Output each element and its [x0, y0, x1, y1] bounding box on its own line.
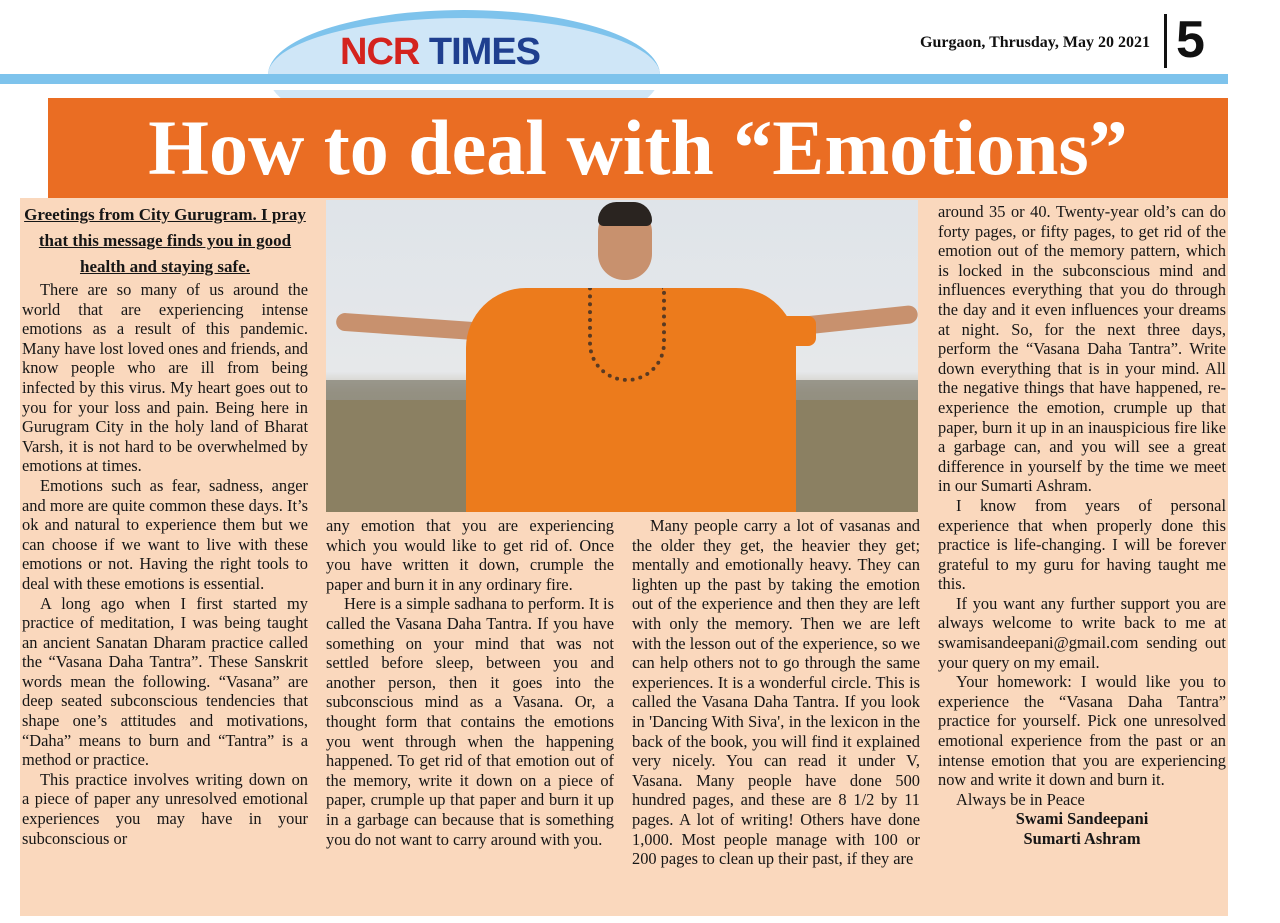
logo-ncr: NCR [340, 31, 420, 73]
paragraph: I know from years of personal experience that when properly done this practice is life-changing. I will be forever grateful to my guru for having taught me this. [938, 495, 1226, 594]
article-column-2 [326, 516, 614, 849]
paragraph: Your homework: I would like you to experience the “Vasana Daha Tantra” practice for yourself. Pick one unresolved emotional experience from the past or an intense emotion that you are experiencing now and write it down and burn it. [938, 672, 1226, 790]
greeting: Greetings from City Gurugram. I pray that this message finds you in good health and staying safe. [24, 205, 306, 276]
article-column-4 [938, 202, 1226, 849]
dateline: Gurgaon, Thrusday, May 20 2021 [920, 34, 1150, 51]
signature-place: Sumarti Ashram [1023, 829, 1141, 848]
paragraph: Always be in Peace [956, 789, 1085, 809]
article-column-3 [632, 516, 920, 869]
article-photo [326, 200, 918, 512]
paragraph: Here is a simple sadhana to perform. It is called the Vasana Daha Tantra. If you have something on your mind that was not settled before sleep, between you and another person, then it goes into the subconscious mind as a Vasana. Or, a thought form that contains the emotions you went through when the happening happened. To get rid of that emotion out of the memory, write it down on a piece of paper, crumple up that paper and burn it up in a garbage can because that is something you do not want to carry around with you. [326, 594, 614, 849]
paragraph: around 35 or 40. Twenty-year old’s can do forty pages, or fifty pages, to get rid of the emotion out of the memory pattern, which is locked in the subconscious mind and influences everything that you do through the day and it even influences your dreams at night. So, for the next three days, perform the “Vasana Daha Tantra”. Write down everything that is in your mind. All the negative things that have happened, re- experience the emotion, crumple up that paper, burn it up in an inauspicious fire like a garbage can, and you will see a great difference in yourself by the time we meet in our Sumarti Ashram. [938, 202, 1226, 496]
masthead [0, 0, 1280, 90]
paragraph: Many people carry a lot of vasanas and the older they get, the heavier they get; mentally and emotionally heavy. They can lighten up the past by taking the emotion out of the experience and then they are left with only the memory. Then we are left with the lesson out of the experience, so we can help others not to go through the same experiences. It is a wonderful circle. This is called the Vasana Daha Tantra. If you look in 'Dancing With Siva', in the lexicon in the back of the book, you will find it explained very nicely. You can read it under V, Vasana. Many people have done 500 hundred pages, and these are 8 1/2 by 11 pages. A lot of writing! Others have done 1,000. Most people manage with 100 or 200 pages to clean up their past, if they are [632, 516, 920, 869]
signature-name: Swami Sandeepani [1015, 809, 1149, 829]
paragraph: Emotions such as fear, sadness, anger and more are quite common these days. It’s ok and natural to experience them but we can choose if we want to live with these emotions or not. Having the right tools to deal with these emotions is essential. [22, 475, 308, 593]
page-divider [1164, 14, 1167, 68]
paragraph: A long ago when I first started my practice of meditation, I was being taught an ancient Sanatan Dharam practice called the “Vasana Daha Tantra”. These Sanskrit words mean the following. “Vasana” are deep seated subconscious tendencies that shape one’s attitudes and motivations, “Daha” means to burn and “Tantra” is a method or practice. [22, 593, 308, 770]
masthead-rule [0, 74, 1228, 84]
ncr-times-logo [340, 28, 560, 76]
article-column-1 [22, 202, 308, 848]
paragraph: any emotion that you are experiencing which you would like to get rid of. Once you have written it down, crumple the paper and burn it in any ordinary fire. [326, 516, 614, 594]
page-number: 5 [1176, 11, 1205, 69]
article-headline: How to deal with “Emotions” [48, 98, 1228, 198]
paragraph: There are so many of us around the world that are experiencing intense emotions as a result of this pandemic. Many have lost loved ones and friends, and know people who are ill from being infected by this virus. My heart goes out to you for your loss and pain. Being here in Gurugram City in the holy land of Bharat Varsh, it is not hard to be overwhelmed by emotions at times. [22, 280, 308, 476]
logo-times: TIMES [428, 31, 541, 73]
paragraph: If you want any further support you are always welcome to write back to me at swamisandeepani@gmail.com sending out your query on my email. [938, 593, 1226, 672]
paragraph: This practice involves writing down on a piece of paper any unresolved emotional experiences you may have in your subconscious or [22, 769, 308, 848]
